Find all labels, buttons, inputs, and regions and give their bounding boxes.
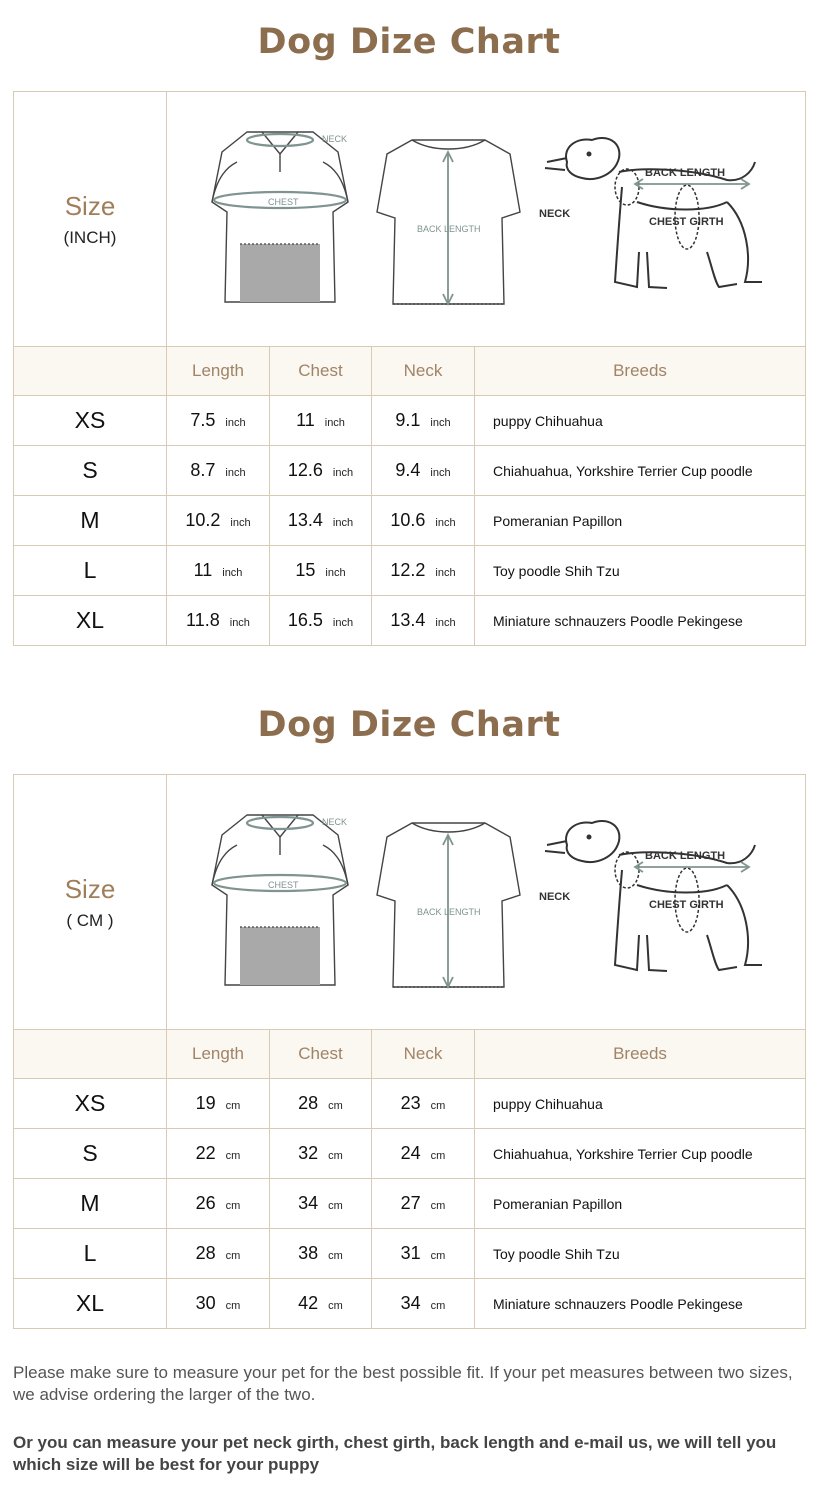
size-label: Size: [64, 873, 116, 904]
size-code: M: [14, 1179, 167, 1229]
dog-back-length-label: BACK LENGTH: [645, 167, 726, 179]
size-label-cell: [14, 775, 167, 1030]
length-value: 22 cm: [167, 1129, 270, 1179]
header-breeds: Breeds: [475, 1030, 806, 1079]
length-value: 30 cm: [167, 1279, 270, 1329]
neck-value: 31 cm: [372, 1229, 475, 1279]
neck-label: NECK: [322, 134, 348, 144]
header-neck: Neck: [372, 347, 475, 396]
measurement-illustration: [167, 92, 806, 347]
table-row: [14, 1079, 806, 1129]
size-chart-inch: [13, 91, 805, 646]
shirt-panel: [240, 927, 320, 985]
dog-back-length-label: BACK LENGTH: [645, 850, 726, 862]
table-row: [14, 1279, 806, 1329]
garment-diagram: [167, 775, 805, 1029]
length-value: 10.2 inch: [167, 496, 270, 546]
length-value: 28 cm: [167, 1229, 270, 1279]
breeds-value: puppy Chihuahua: [475, 396, 806, 446]
size-table: [13, 91, 806, 646]
length-value: 11 inch: [167, 546, 270, 596]
table-row: [14, 1229, 806, 1279]
chest-label: CHEST: [268, 197, 299, 207]
neck-value: 27 cm: [372, 1179, 475, 1229]
dog-neck-label: NECK: [539, 891, 571, 903]
size-label-cell: [14, 92, 167, 347]
breeds-value: Chiahuahua, Yorkshire Terrier Cup poodle: [475, 446, 806, 496]
header-neck: Neck: [372, 1030, 475, 1079]
header-length: Length: [167, 1030, 270, 1079]
neck-value: 24 cm: [372, 1129, 475, 1179]
chest-value: 28 cm: [270, 1079, 372, 1129]
email-note: Or you can measure your pet neck girth, chest girth, back length and e-mail us, we will tell you which size will be best for your puppy: [13, 1433, 777, 1474]
header-row: [14, 347, 806, 396]
chest-value: 34 cm: [270, 1179, 372, 1229]
neck-value: 13.4 inch: [372, 596, 475, 646]
header-blank: [14, 347, 167, 396]
table-row: [14, 396, 806, 446]
header-chest: Chest: [270, 347, 372, 396]
shirt-panel: [240, 244, 320, 302]
neck-value: 34 cm: [372, 1279, 475, 1329]
size-code: XL: [14, 1279, 167, 1329]
chest-value: 42 cm: [270, 1279, 372, 1329]
header-blank: [14, 1030, 167, 1079]
dog-chest-girth-label: CHEST GIRTH: [649, 899, 724, 911]
neck-value: 10.6 inch: [372, 496, 475, 546]
size-code: S: [14, 1129, 167, 1179]
chest-label: CHEST: [268, 880, 299, 890]
header-length: Length: [167, 347, 270, 396]
chest-value: 16.5 inch: [270, 596, 372, 646]
length-value: 7.5 inch: [167, 396, 270, 446]
chest-value: 11 inch: [270, 396, 372, 446]
header-breeds: Breeds: [475, 347, 806, 396]
size-code: S: [14, 446, 167, 496]
dog-chest-girth-label: CHEST GIRTH: [649, 216, 724, 228]
fit-note: Please make sure to measure your pet for the best possible fit. If your pet measures between two sizes, we advise ordering the larger of the two.: [13, 1363, 793, 1404]
length-value: 26 cm: [167, 1179, 270, 1229]
chart-title: Dog Dize Chart: [257, 705, 561, 745]
neck-value: 9.4 inch: [372, 446, 475, 496]
neck-value: 9.1 inch: [372, 396, 475, 446]
size-table: [13, 774, 806, 1329]
breeds-value: Pomeranian Papillon: [475, 1179, 806, 1229]
back-length-label: BACK LENGTH: [417, 224, 481, 234]
size-code: L: [14, 546, 167, 596]
size-code: L: [14, 1229, 167, 1279]
length-value: 11.8 inch: [167, 596, 270, 646]
table-row: [14, 546, 806, 596]
size-code: XS: [14, 396, 167, 446]
size-code: XL: [14, 596, 167, 646]
table-row: [14, 496, 806, 546]
neck-value: 12.2 inch: [372, 546, 475, 596]
table-row: [14, 446, 806, 496]
size-label: Size: [64, 190, 116, 221]
chest-value: 38 cm: [270, 1229, 372, 1279]
breeds-value: Miniature schnauzers Poodle Pekingese: [475, 596, 806, 646]
table-row: [14, 596, 806, 646]
size-code: XS: [14, 1079, 167, 1129]
size-code: M: [14, 496, 167, 546]
chest-value: 13.4 inch: [270, 496, 372, 546]
chest-value: 12.6 inch: [270, 446, 372, 496]
neck-value: 23 cm: [372, 1079, 475, 1129]
table-row: [14, 1179, 806, 1229]
chest-value: 32 cm: [270, 1129, 372, 1179]
back-length-label: BACK LENGTH: [417, 907, 481, 917]
unit-label: ( CM ): [66, 910, 114, 930]
table-row: [14, 1129, 806, 1179]
garment-diagram: [167, 92, 805, 346]
chest-value: 15 inch: [270, 546, 372, 596]
length-value: 8.7 inch: [167, 446, 270, 496]
measurement-illustration: [167, 775, 806, 1030]
breeds-value: Pomeranian Papillon: [475, 496, 806, 546]
size-chart-cm: [13, 774, 805, 1329]
dog-neck-label: NECK: [539, 208, 571, 220]
breeds-value: puppy Chihuahua: [475, 1079, 806, 1129]
unit-label: (INCH): [63, 227, 117, 247]
chart-title: Dog Dize Chart: [257, 22, 561, 62]
length-value: 19 cm: [167, 1079, 270, 1129]
breeds-value: Toy poodle Shih Tzu: [475, 1229, 806, 1279]
header-row: [14, 1030, 806, 1079]
breeds-value: Toy poodle Shih Tzu: [475, 546, 806, 596]
neck-label: NECK: [322, 817, 348, 827]
header-chest: Chest: [270, 1030, 372, 1079]
breeds-value: Chiahuahua, Yorkshire Terrier Cup poodle: [475, 1129, 806, 1179]
breeds-value: Miniature schnauzers Poodle Pekingese: [475, 1279, 806, 1329]
